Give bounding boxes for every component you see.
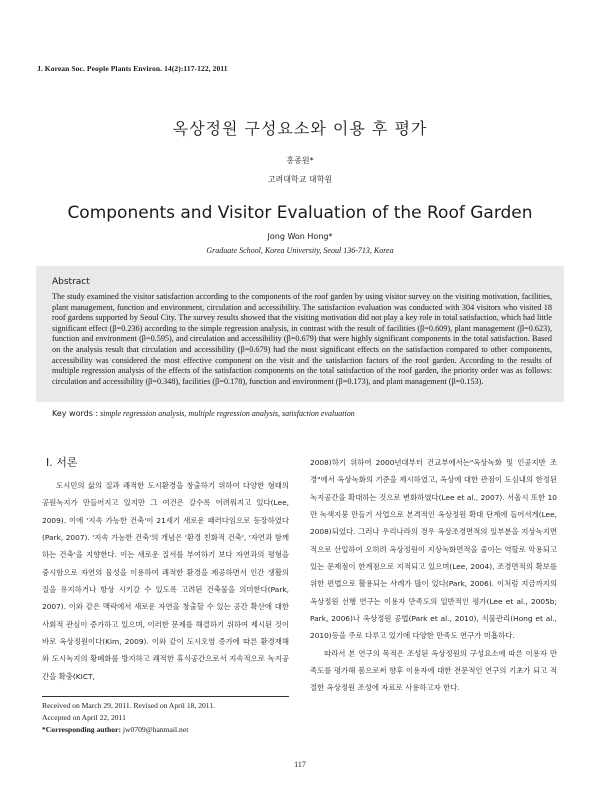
corresponding-email: jw0709@hanmail.net [122,725,189,734]
english-affiliation: Graduate School, Korea University, Seoul 136-713, Korea [206,246,394,255]
journal-citation: J. Korean Soc. People Plants Environ. 14(2):117-122, 2011 [37,64,228,73]
keywords-line [52,409,355,418]
corresponding-author-note [42,725,188,734]
abstract-text: The study examined the visitor satisfaction according to the components of the roof garden by using visitor survey on the visiting motivation, facilities, plant management, function and environment, circulation and accessibility. The satisfaction evaluation was conducted with 304 visitors who visited 18 roof gardens supported by Seoul City. The survey results showed that the visiting motivation did not play a key role in total satisfaction, which had little significant effect (β=0.236) according to the simple regression analysis, in contrast with the result of facilities (β=0.609), plant management (β=0.623), function and environment (β=0.595), and circulation and accessibility (β=0.679) that were highly significant components in the total satisfaction. Based on the analysis result that circulation and accessibility (β=0.679) had the most significant effects on the satisfaction compared to other components, accessibility was considered the most effective component on the visit and the satisfaction factors of the roof garden. According to the results of multiple regression analysis of the effects of the satisfaction components on the total satisfaction of the roof garden, the priority order was as follows: circulation and accessibility (β=0.348), facilities (β=0.178), function and environment (β=0.173), and plant management (β=0.153). [52,292,552,386]
keywords-label: Key words : [52,409,99,418]
body-right-column [310,454,557,697]
keywords-text: simple regression analysis, multiple regression analysis, satisfaction evaluation [100,409,355,418]
korean-author: 홍종원* [286,156,314,165]
corresponding-label: *Corresponding author: [42,725,121,734]
body-paragraph: 따라서 본 연구의 목적은 조성된 옥상정원의 구성요소에 따른 이용자 만족도를 평가해 봄으로써 향후 이용자에 대한 전문적인 연구의 기초가 되고 적절한 옥상정원 조성에 자료로 사용하고자 한다. [310,648,557,693]
section-heading: I. 서론 [46,456,78,469]
accepted-note: Accepted on April 22, 2011 [42,713,126,722]
korean-affiliation: 고려대학교 대학원 [267,175,333,184]
korean-title: 옥상정원 구성요소와 이용 후 평가 [172,119,428,138]
page-number: 117 [294,760,306,769]
body-paragraph: 2008)하기 위하여 2000년대부터 건교부에서는"옥상녹화 및 인공지반 조경"에서 옥상녹화의 기준을 제시하였고, 옥상에 대한 관점이 도심내의 한정된 녹지공간을 확대하는 것으로 변화하였다(Lee et al., 2007). 서울시 또한 10만 녹색지붕 만들기 사업으로 본격적인 옥상정원 확대 단계에 들어서게(Lee, 2008)되었다. 그러나 우리나라의 경우 옥상조경면적의 일부분을 지상녹지면적으로 산입하여 오히려 옥상정원이 지상녹화면적을 줄이는 역할로 악용되고 있는 문제점이 한계점으로 지적되고 있으며(Lee, 2004), 조경면적의 확보를 위한 편법으로 활용되는 사례가 많이 있다(Park, 2006). 이처럼 지금까지의 옥상정원 선행 연구는 이용자 만족도의 일반적인 평가(Lee et al., 2005b; Park, 2006)나 옥상정원 공법(Park et al., 2010), 식물관리(Hong et al., 2010)등을 주로 다루고 있기에 다양한 만족도 연구가 미흡하다. [310,458,557,641]
english-author: Jong Won Hong* [267,232,333,241]
english-title: Components and Visitor Evaluation of the Roof Garden [67,203,533,223]
footnote-divider [42,696,289,697]
abstract-heading: Abstract [52,277,90,287]
body-left-column: 도시민의 삶의 질과 쾌적한 도시환경을 창출하기 위하여 다양한 형태의 공원녹지가 만들어지고 있지만 그 여건은 갈수록 어려워지고 있다(Lee, 2009). 이에 '지속 가능한 건축'이 21세기 새로운 패러다임으로 등장하였다(Park, 2007). '지속 가능한 건축'의 개념은 '환경 친화적 건축', '자연과 함께 하는 건축'을 지향한다. 이는 새로운 질서를 부여하기 보다 자연과의 평형을 중시함으로 자연의 물성을 이용하여 쾌적한 환경을 제공하면서 인간 생활의 질을 유지하거나 항상 시키갈 수 있도록 고려된 건축물을 의미한다(Park, 2007). 이와 같은 맥락에서 새로운 자연을 창출할 수 있는 공간 확산에 대한 사회적 관심이 증가하고 있으며, 이러한 문제를 해결하기 위하여 제시된 것이 바로 옥상정원이다(Kim, 2009). 이와 같이 도시오염 증가에 따른 환경재해와 도시녹지의 황폐화를 방지하고 쾌적한 휴식공간으로서 지속적으로 녹지공간을 확충(KICT, [42,481,289,681]
received-note: Received on March 29, 2011. Revised on April 18, 2011. [42,701,216,710]
